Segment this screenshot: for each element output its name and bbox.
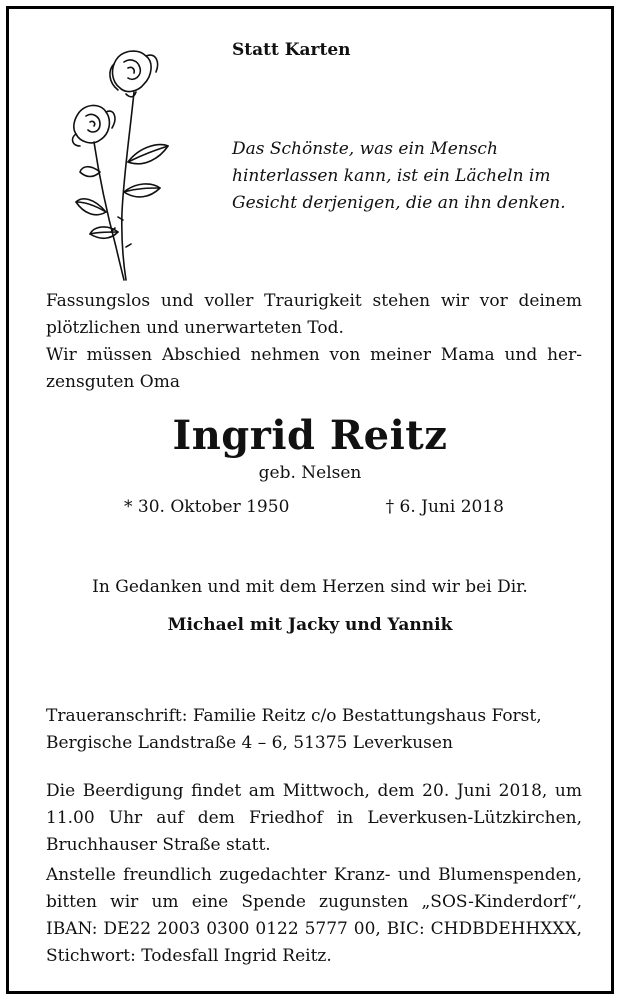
donation-line: IBAN: DE22 2003 0300 0122 5777 00, BIC: CHDBDEHHXXX, [46,919,582,939]
address-line: Bergische Landstraße 4 – 6, 51375 Leverkusen [46,733,453,753]
intro-paragraph [46,288,582,396]
donation-line: Anstelle freundlich zugedachter Kranz- und Blumenspenden, [46,865,582,885]
birth-date: * 30. Oktober 1950 [124,497,290,517]
rose-drawing-icon [64,42,179,282]
death-date: † 6. Juni 2018 [385,497,504,517]
intro-line: zensguten Oma [46,372,180,392]
obituary-notice [6,6,614,994]
donation-line: bitten wir um eine Spende zugunsten „SOS-Kinderdorf“, [46,892,582,912]
intro-line: plötzlichen und unerwarteten Tod. [46,318,344,338]
donation-line: Stichwort: Todesfall Ingrid Reitz. [46,946,332,966]
address-line: Traueranschrift: Familie Reitz c/o Bestattungshaus Forst, [46,706,542,726]
deceased-name: Ingrid Reitz [172,412,448,459]
funeral-line: 11.00 Uhr auf dem Friedhof in Leverkusen-Lützkirchen, [46,808,582,828]
quote-line: hinterlassen kann, ist ein Lächeln im [232,166,551,186]
quote-line: Das Schönste, was ein Mensch [232,139,498,159]
donation-request [46,862,582,970]
intro-line: Wir müssen Abschied nehmen von meiner Mama und her- [46,345,582,365]
condolence-line: In Gedanken und mit dem Herzen sind wir bei Dir. [92,577,528,597]
life-dates [124,497,504,517]
mourning-address [46,703,582,757]
funeral-line: Die Beerdigung findet am Mittwoch, dem 20. Juni 2018, um [46,781,582,801]
family-signature: Michael mit Jacky und Yannik [167,615,453,635]
funeral-details [46,778,582,859]
birth-name: geb. Nelsen [258,463,362,483]
intro-line: Fassungslos und voller Traurigkeit stehen wir vor deinem [46,291,582,311]
funeral-line: Bruchhauser Straße statt. [46,835,271,855]
quote-line: Gesicht derjenigen, die an ihn denken. [232,193,566,213]
header-statt-karten: Statt Karten [232,40,351,60]
memorial-quote [232,136,566,217]
